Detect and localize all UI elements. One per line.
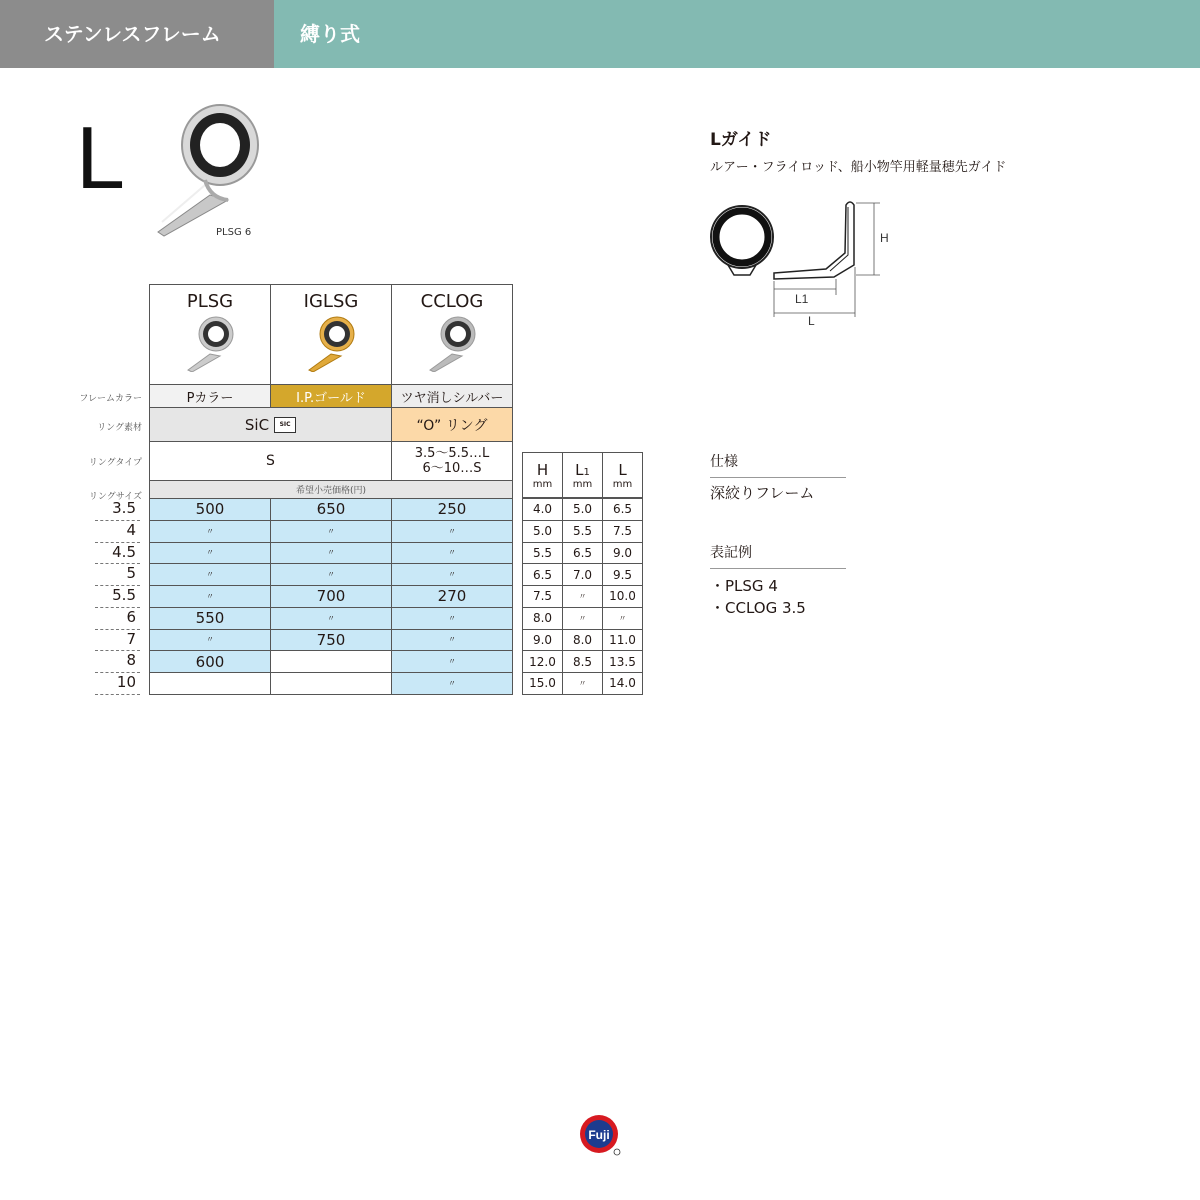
cell-dim-h: 7.5: [522, 585, 563, 608]
cell-price-cclog: 〃: [391, 520, 513, 543]
ring-size: 7: [95, 630, 140, 652]
ring-type-cclog-line1: 3.5〜5.5…L: [414, 446, 490, 461]
cell-price-plsg: 600: [149, 650, 271, 673]
model-name: PLSG: [186, 291, 234, 312]
logo-text: Fuji: [588, 1128, 610, 1142]
cell-price-plsg: 〃: [149, 542, 271, 565]
cell-dim-l1: 8.5: [562, 650, 603, 673]
cell-dim-h: 12.0: [522, 650, 563, 673]
plsg-ring-icon: [180, 312, 240, 372]
sic-text: SiC: [244, 415, 270, 434]
model-name: IGLSG: [303, 291, 359, 312]
model-header-plsg: [149, 284, 271, 385]
cell-dim-h: 15.0: [522, 672, 563, 695]
cell-price-iglsg: 〃: [270, 563, 392, 586]
cell-price-plsg: 〃: [149, 520, 271, 543]
label-frame-color: フレームカラー: [79, 394, 142, 404]
cell-price-cclog: 〃: [391, 650, 513, 673]
ring-size: 4.5: [95, 543, 140, 565]
cell-dim-l1: 〃: [562, 607, 603, 630]
cell-price-plsg: 500: [149, 498, 271, 521]
diagram-l1-label: L1: [795, 292, 809, 306]
cell-dim-l: 11.0: [602, 629, 643, 652]
cell-price-iglsg: 〃: [270, 607, 392, 630]
cell-dim-h: 6.5: [522, 563, 563, 586]
photo-caption: PLSG 6: [216, 227, 252, 238]
example-item: ・CCLOG 3.5: [710, 599, 806, 617]
cell-price-iglsg: 〃: [270, 520, 392, 543]
cell-price-iglsg: [270, 672, 392, 695]
price-header: 希望小売価格(円): [149, 480, 513, 499]
cell-dim-l: 14.0: [602, 672, 643, 695]
cell-dim-l: 6.5: [602, 498, 643, 521]
ring-material-oring: “O” リング: [391, 407, 513, 442]
ring-type-cclog-line2: 6〜10…S: [422, 461, 482, 476]
ring-material-sic: [149, 407, 392, 442]
cell-price-iglsg: 700: [270, 585, 392, 608]
frame-color-iglsg: I.P.ゴールド: [270, 384, 392, 408]
dimension-diagram: [700, 195, 900, 325]
cell-price-cclog: 250: [391, 498, 513, 521]
model-name: CCLOG: [420, 291, 484, 312]
cell-dim-l: 10.0: [602, 585, 643, 608]
cell-dim-l: 7.5: [602, 520, 643, 543]
cell-price-cclog: 〃: [391, 563, 513, 586]
method-header: 縛り式: [274, 0, 1200, 68]
cell-dim-l: 〃: [602, 607, 643, 630]
cell-price-cclog: 〃: [391, 542, 513, 565]
cell-dim-l1: 5.0: [562, 498, 603, 521]
frame-color-cclog: ツヤ消しシルバー: [391, 384, 513, 408]
iglsg-ring-icon: [301, 312, 361, 372]
cell-dim-l1: 〃: [562, 585, 603, 608]
cell-dim-l1: 〃: [562, 672, 603, 695]
cell-price-iglsg: 750: [270, 629, 392, 652]
cell-dim-l1: 8.0: [562, 629, 603, 652]
ring-size: 3.5: [95, 499, 140, 521]
ring-size: 4: [95, 521, 140, 543]
ring-size: 5.5: [95, 586, 140, 608]
ring-type-s: S: [149, 441, 392, 481]
label-ring-material: リング素材: [97, 423, 142, 433]
cell-price-iglsg: 650: [270, 498, 392, 521]
cell-dim-l: 13.5: [602, 650, 643, 673]
cell-dim-l: 9.5: [602, 563, 643, 586]
cell-price-plsg: 〃: [149, 585, 271, 608]
dim-header-h: H mm: [522, 452, 563, 498]
cell-dim-l: 9.0: [602, 542, 643, 565]
guide-photo-icon: [150, 100, 260, 240]
ring-type-cclog: [391, 441, 513, 481]
spec-title: 仕様: [710, 451, 846, 478]
cell-dim-h: 4.0: [522, 498, 563, 521]
cell-price-plsg: [149, 672, 271, 695]
cell-dim-l1: 6.5: [562, 542, 603, 565]
diagram-h-label: H: [880, 231, 889, 245]
cell-dim-l1: 7.0: [562, 563, 603, 586]
fuji-logo-icon: [579, 1114, 625, 1160]
ring-size: 10: [95, 673, 140, 695]
cclog-ring-icon: [422, 312, 482, 372]
guide-description: ルアー・フライロッド、船小物竿用軽量穂先ガイド: [710, 160, 1007, 175]
dim-header-l: L mm: [602, 452, 643, 498]
spec-text: 深絞りフレーム: [710, 484, 815, 502]
ring-size: 6: [95, 608, 140, 630]
cell-dim-l1: 5.5: [562, 520, 603, 543]
cell-dim-h: 5.0: [522, 520, 563, 543]
cell-price-plsg: 〃: [149, 563, 271, 586]
ring-size: 5: [95, 564, 140, 586]
cell-price-cclog: 〃: [391, 607, 513, 630]
cell-dim-h: 8.0: [522, 607, 563, 630]
example-title: 表記例: [710, 542, 846, 569]
label-ring-size: リングサイズ: [88, 492, 142, 502]
cell-price-iglsg: 〃: [270, 542, 392, 565]
cell-price-cclog: 〃: [391, 629, 513, 652]
dim-header-l1: L1 mm: [562, 452, 603, 498]
example-item: ・PLSG 4: [710, 577, 778, 595]
diagram-l-label: L: [808, 314, 815, 325]
guide-title: Lガイド: [710, 130, 772, 150]
label-ring-type: リングタイプ: [88, 458, 142, 468]
cell-price-cclog: 〃: [391, 672, 513, 695]
sic-badge-icon: SIC: [274, 417, 296, 433]
cell-dim-h: 9.0: [522, 629, 563, 652]
cell-price-iglsg: [270, 650, 392, 673]
ring-size: 8: [95, 651, 140, 673]
frame-color-plsg: Pカラー: [149, 384, 271, 408]
model-header-cclog: [391, 284, 513, 385]
guide-letter: L: [76, 108, 125, 207]
category-header: ステンレスフレーム: [0, 0, 274, 68]
cell-price-plsg: 550: [149, 607, 271, 630]
model-header-iglsg: [270, 284, 392, 385]
cell-price-plsg: 〃: [149, 629, 271, 652]
cell-dim-h: 5.5: [522, 542, 563, 565]
cell-price-cclog: 270: [391, 585, 513, 608]
